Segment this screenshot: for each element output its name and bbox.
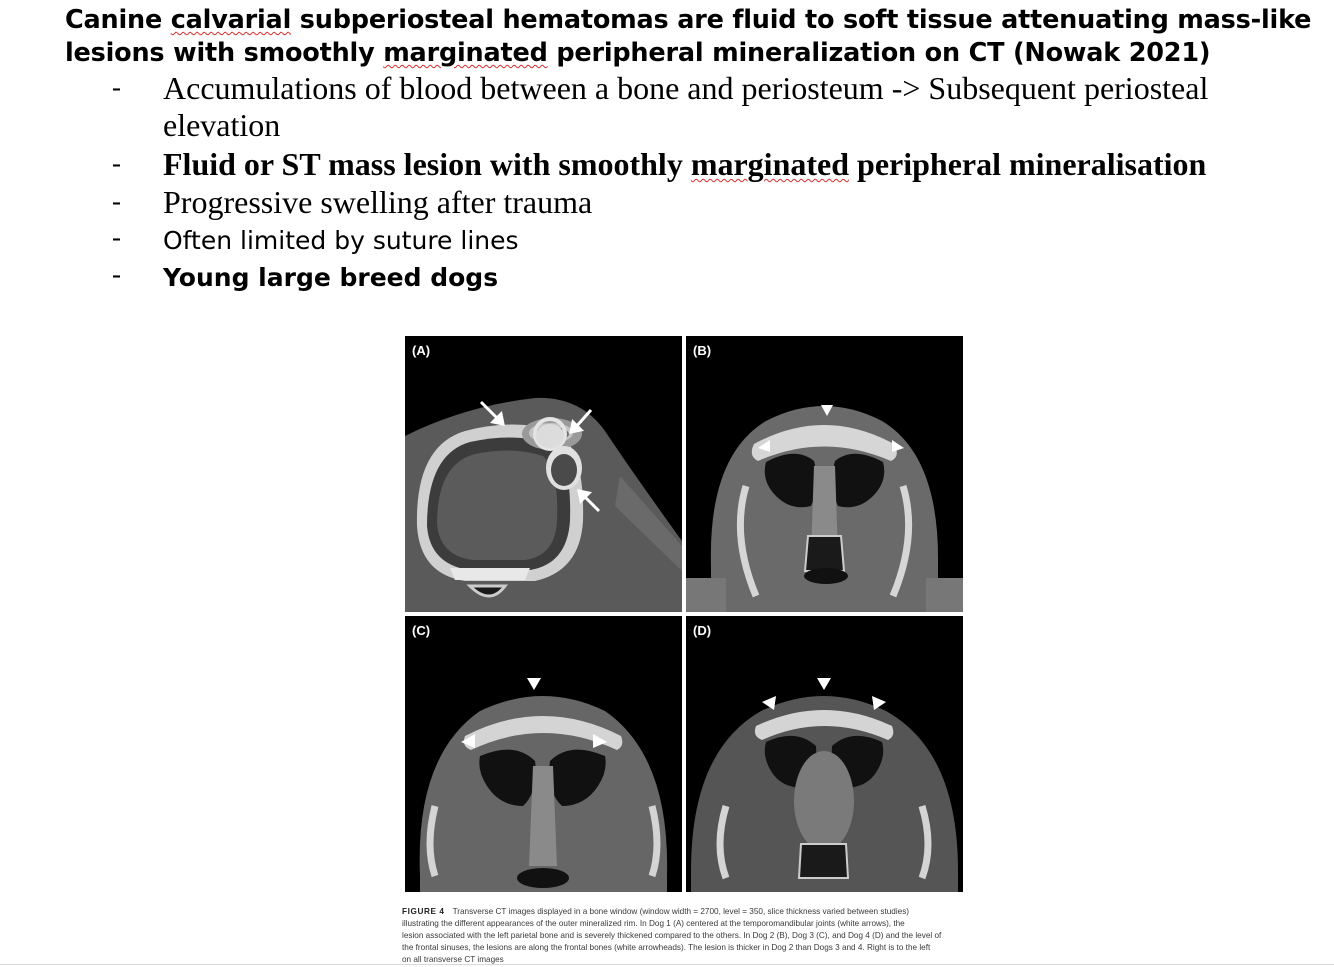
ct-scan-a-image [405,336,682,612]
panel-label-d: (D) [693,623,712,638]
figure-caption: FIGURE 4 Transverse CT images displayed in a bone window (window width = 2700, level = 350, slice thickness varied between studies) illustrating the different appearances of the outer mineralized rim. In Dog 1 (A) centered at the temporomandibular joints (white arrows), the lesion associated with the left parietal bone and is severely thickened compared to the others. In Dog 2 (B), Dog 3 (C), and Dog 4 (D) and the level of the frontal sinuses, the lesions are along the frontal bones (white arrowheads). The lesion is thicker in Dog 2 than Dogs 3 and 4. Right is to the left on all transverse CT images [402,907,942,965]
figure-number: FIGURE 4 [402,907,445,916]
slide-title [65,4,1315,70]
ct-panel-b [686,336,963,612]
ct-scan-c-image [405,616,682,892]
ct-scan-d-image [686,616,963,892]
ct-figure [405,336,963,892]
ct-panel-a [405,336,682,612]
page-divider [0,964,1334,965]
title-line-2: lesions with smoothly marginated peripheral mineralization on CT (Nowak 2021) [65,38,1211,68]
panel-label-b: (B) [693,343,712,358]
spellcheck-word: calvarial [170,5,292,35]
ct-panel-c [405,616,682,892]
spellcheck-word: marginated [690,146,850,182]
spellcheck-word: marginated [383,38,548,68]
ct-panel-d [686,616,963,892]
title-line-1: Canine calvarial subperiosteal hematomas are fluid to soft tissue attenuating mass-like [65,5,1312,35]
panel-label-c: (C) [412,623,431,638]
panel-label-a: (A) [412,343,431,358]
ct-scan-b-image [686,336,963,612]
